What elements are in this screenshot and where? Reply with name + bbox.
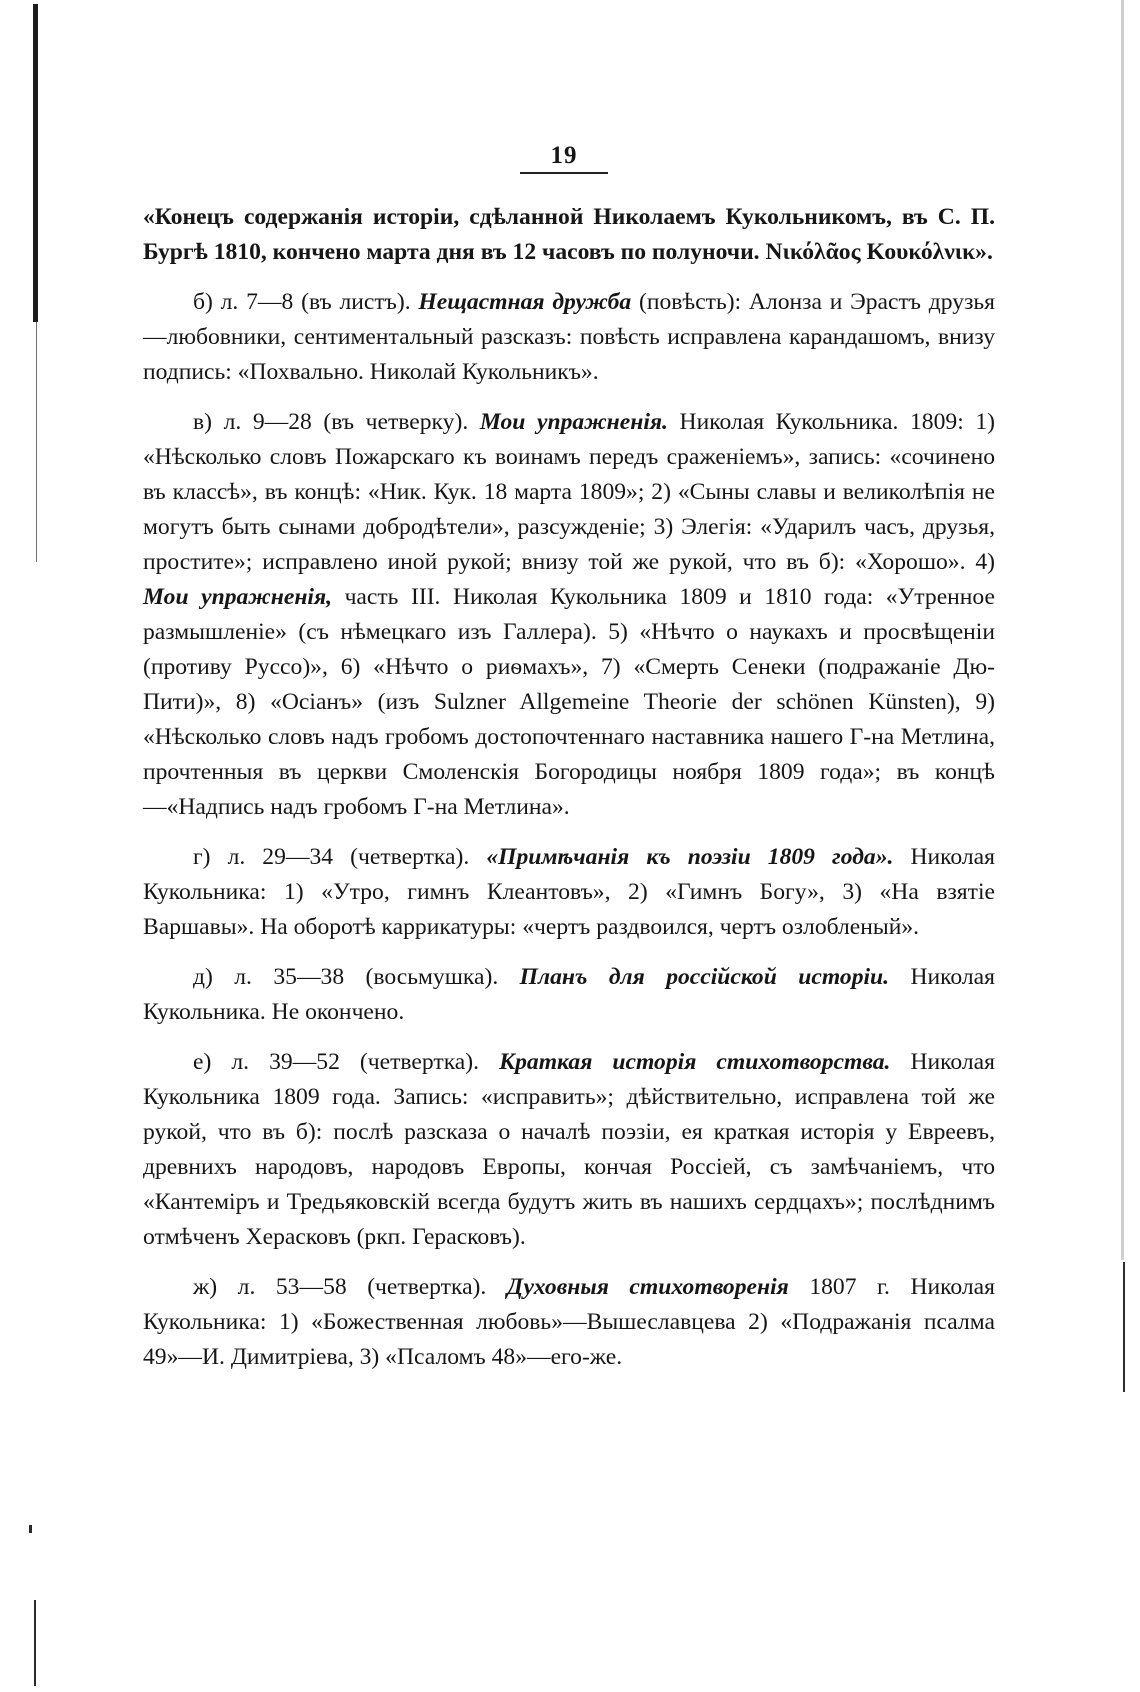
para-b-body: (повѣсть): Алонза и Эрастъ друзья—любовники, сентиментальный разсказъ: повѣсть исправлена карандашомъ, внизу подпись: «Похвально. Николай Кукольникъ».: [143, 289, 995, 385]
scan-edge-left-faint: [36, 322, 37, 562]
para-d-title: Планъ для россійской исторіи.: [519, 964, 890, 990]
paragraph-intro: [143, 200, 995, 270]
paragraph-b: [143, 285, 995, 390]
para-g-title: «Примѣчанія къ поэзіи 1809 года».: [486, 844, 894, 870]
para-zh-title: Духовныя стихотворенія: [506, 1274, 789, 1300]
para-v-title-2: Мои упражненія,: [143, 584, 333, 610]
para-v-body: Николая Кукольника. 1809: 1) «Нѣсколько словъ Пожарскаго къ воинамъ передъ сраженіемъ», запись: «сочинено въ классѣ», въ концѣ: «Ник. Кук. 18 марта 1809»; 2) «Сыны славы и великолѣпія не могутъ быть сынами добродѣтели», разсужденіе; 3) Элегія: «Ударилъ часъ, друзья, простите»; исправлено иной рукой; внизу той же рукой, что въ б): «Хорошо». 4): [143, 409, 995, 575]
para-d-body: Николая Кукольника. Не окончено.: [143, 964, 995, 1025]
para-b-title: Нещастная дружба: [418, 289, 632, 315]
scan-edge-left-bottom: [34, 1600, 36, 1686]
para-g-lead: г) л. 29—34 (четвертка).: [193, 844, 487, 870]
para-zh-lead: ж) л. 53—58 (четвертка).: [193, 1274, 507, 1300]
paragraph-v: [143, 405, 995, 825]
para-d-lead: д) л. 35—38 (восьмушка).: [193, 964, 520, 990]
page-number: 19: [520, 142, 608, 174]
page-body: [143, 200, 995, 1390]
scan-edge-left: [33, 4, 38, 322]
para-v-body-2: часть III. Николая Кукольника 1809 и 1810 года: «Утренное размышленіе» (съ нѣмецкаго изъ Галлера). 5) «Нѣчто о наукахъ и просвѣщеніи (противу Руссо)», 6) «Нѣчто о риѳмахъ», 7) «Смерть Сенеки (подражаніе Дю-Пити)», 8) «Осіанъ» (изъ Sulzner Allgemeine Theorie der schönen Künsten), 9) «Нѣсколько словъ надъ гробомъ достопочтеннаго наставника нашего Г-на Метлина, прочтенныя въ церкви Смоленскія Богородицы ноября 1809 года»; въ концѣ—«Надпись надъ гробомъ Г-на Метлина».: [143, 584, 995, 820]
scan-edge-right: [1121, 0, 1124, 1260]
paragraph-d: [143, 960, 995, 1030]
intro-text: «Конецъ содержанія исторіи, сдѣланной Николаемъ Кукольникомъ, въ С. П. Бургѣ 1810, кончено марта дня въ 12 часовъ по полуночи. Νικόλᾶος Κουκόλνικ».: [143, 204, 995, 265]
scan-edge-right-dark: [1123, 1262, 1125, 1392]
paragraph-zh: [143, 1270, 995, 1375]
para-b-lead: б) л. 7—8 (въ листъ).: [193, 289, 419, 315]
para-e-body: Николая Кукольника 1809 года. Запись: «исправить»; дѣйствительно, исправлена той же рукой, что въ б): послѣ разсказа о началѣ поэзіи, ея краткая исторія у Евреевъ, древнихъ народовъ, народовъ Европы, кончая Россіей, съ замѣчаніемъ, что «Кантеміръ и Тредьяковскій всегда будутъ жить въ нашихъ сердцахъ»; послѣднимъ отмѣченъ Херасковъ (ркп. Герасковъ).: [143, 1049, 995, 1250]
para-zh-body: 1807 г. Николая Кукольника: 1) «Божественная любовь»—Вышеславцева 2) «Подражанія псалма 49»—И. Димитріева, 3) «Псаломъ 48»—его-же.: [143, 1274, 995, 1370]
paragraph-g: [143, 840, 995, 945]
para-v-title: Мои упражненія.: [479, 409, 668, 435]
para-e-title: Краткая исторія стихотворства.: [499, 1049, 891, 1075]
para-v-lead: в) л. 9—28 (въ четверку).: [193, 409, 480, 435]
paragraph-e: [143, 1045, 995, 1255]
scan-speck: [29, 1525, 32, 1533]
para-g-body: Николая Кукольника: 1) «Утро, гимнъ Клеантовъ», 2) «Гимнъ Богу», 3) «На взятіе Варшавы». На оборотѣ каррикатуры: «чертъ раздвоился, чертъ озлобленый».: [143, 844, 995, 940]
para-e-lead: е) л. 39—52 (четвертка).: [193, 1049, 500, 1075]
